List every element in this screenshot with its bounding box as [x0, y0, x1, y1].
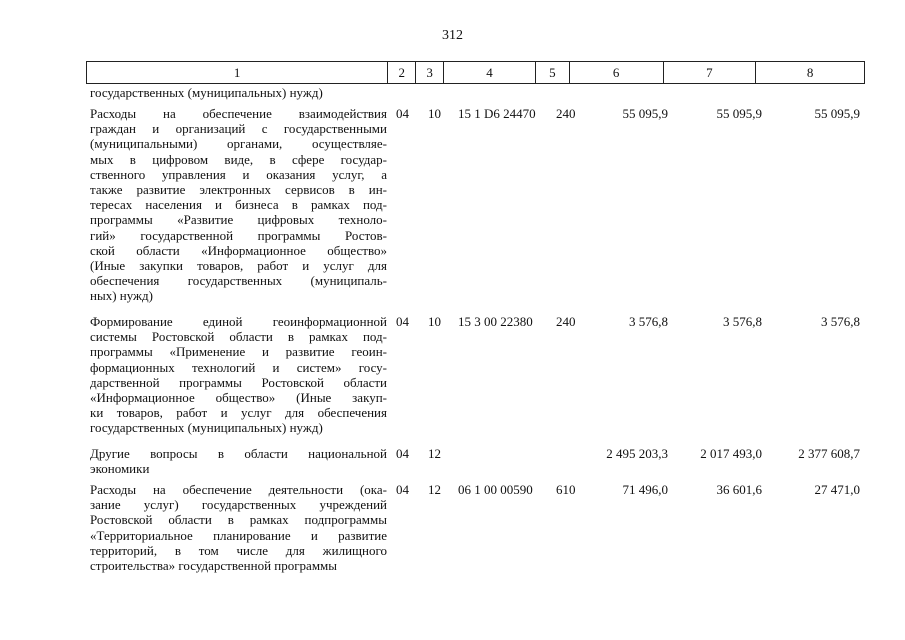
target-article-code: 06 1 00 00590 [458, 482, 533, 497]
expense-type-code: 610 [556, 482, 576, 497]
subsection-code: 12 [428, 446, 441, 461]
description-line: Другие вопросы в области национальной [90, 446, 387, 461]
description-line: Расходы на обеспечение деятельности (ока- [90, 482, 387, 497]
description-line: ственного управления и оказания услуг, а [90, 166, 387, 182]
description-line: Расходы на обеспечение взаимодействия [90, 106, 387, 121]
description-line: ки товаров, работ и услуг для обеспечения [90, 405, 387, 421]
description-line: (Иные закупки товаров, работ и услуг для [90, 258, 387, 274]
amount-year-3: 27 471,0 [814, 482, 860, 497]
header-col-2: 2 [388, 62, 416, 83]
amount-year-1: 3 576,8 [629, 314, 668, 329]
description-line: (муниципальными) органами, осуществляе- [90, 136, 387, 152]
description-line: Ростовской области в рамках подпрограммы [90, 512, 387, 528]
header-col-8: 8 [806, 65, 814, 80]
amount-year-1: 2 495 203,3 [606, 446, 668, 461]
description-line: дарственной программы Ростовской области [90, 374, 387, 390]
amount-year-1: 71 496,0 [622, 482, 668, 497]
description-line: «Информационное общество» (Иные закуп- [90, 390, 387, 406]
header-col-1: 1 [87, 62, 388, 83]
amount-year-2: 3 576,8 [723, 314, 762, 329]
continuation-text: государственных (муниципальных) нужд) [90, 85, 323, 100]
description-line: формационных технологий и систем» госу- [90, 359, 387, 375]
amount-year-2: 55 095,9 [716, 106, 762, 121]
subsection-code: 10 [428, 106, 441, 121]
description-line: мых в цифровом виде, в сфере государ- [90, 151, 387, 167]
target-article-code: 15 3 00 22380 [458, 314, 533, 329]
subsection-code: 10 [428, 314, 441, 329]
description-line: ных) нужд) [90, 288, 153, 304]
row-description [90, 314, 387, 436]
description-line: территорий, в том числе для жилищного [90, 542, 387, 558]
table-header [86, 61, 865, 84]
description-line: тересах населения и бизнеса в рамках под- [90, 197, 387, 213]
expense-type-code: 240 [556, 314, 576, 329]
amount-year-3: 2 377 608,7 [798, 446, 860, 461]
page-number: 312 [442, 28, 463, 43]
description-line: «Территориальное планирование и развитие [90, 527, 387, 543]
expense-type-code: 240 [556, 106, 576, 121]
amount-year-1: 55 095,9 [622, 106, 668, 121]
header-col-4: 4 [444, 62, 536, 83]
row-description [90, 482, 387, 573]
description-line: зание услуг) государственных учреждений [90, 497, 387, 513]
row-description [90, 446, 387, 476]
section-code: 04 [396, 446, 409, 461]
row-description [90, 106, 387, 304]
description-line: программы «Применение и развитие геоин- [90, 344, 387, 360]
header-col-6: 6 [570, 62, 664, 83]
description-line: граждан и организаций с государственными [90, 121, 387, 137]
description-line: обеспечения государственных (муниципаль- [90, 273, 387, 289]
amount-year-2: 36 601,6 [716, 482, 762, 497]
header-col-3: 3 [416, 62, 444, 83]
header-col-7: 7 [664, 62, 757, 83]
description-line: гий» государственной программы Ростов- [90, 227, 387, 243]
section-code: 04 [396, 314, 409, 329]
description-line: строительства» государственной программы [90, 558, 338, 574]
description-line: Формирование единой геоинформационной [90, 314, 387, 329]
section-code: 04 [396, 106, 409, 121]
amount-year-3: 55 095,9 [814, 106, 860, 121]
description-line: ской области «Информационное общество» [90, 242, 387, 258]
subsection-code: 12 [428, 482, 441, 497]
description-line: также развитие электронных сервисов в ин- [90, 182, 387, 198]
amount-year-3: 3 576,8 [821, 314, 860, 329]
description-line: программы «Развитие цифровых техноло- [90, 212, 387, 228]
header-col-5: 5 [536, 62, 570, 83]
description-line: государственных (муниципальных) нужд) [90, 420, 323, 436]
description-line: экономики [90, 461, 150, 477]
description-line: системы Ростовской области в рамках под- [90, 329, 387, 345]
target-article-code: 15 1 D6 24470 [458, 106, 536, 121]
amount-year-2: 2 017 493,0 [700, 446, 762, 461]
section-code: 04 [396, 482, 409, 497]
